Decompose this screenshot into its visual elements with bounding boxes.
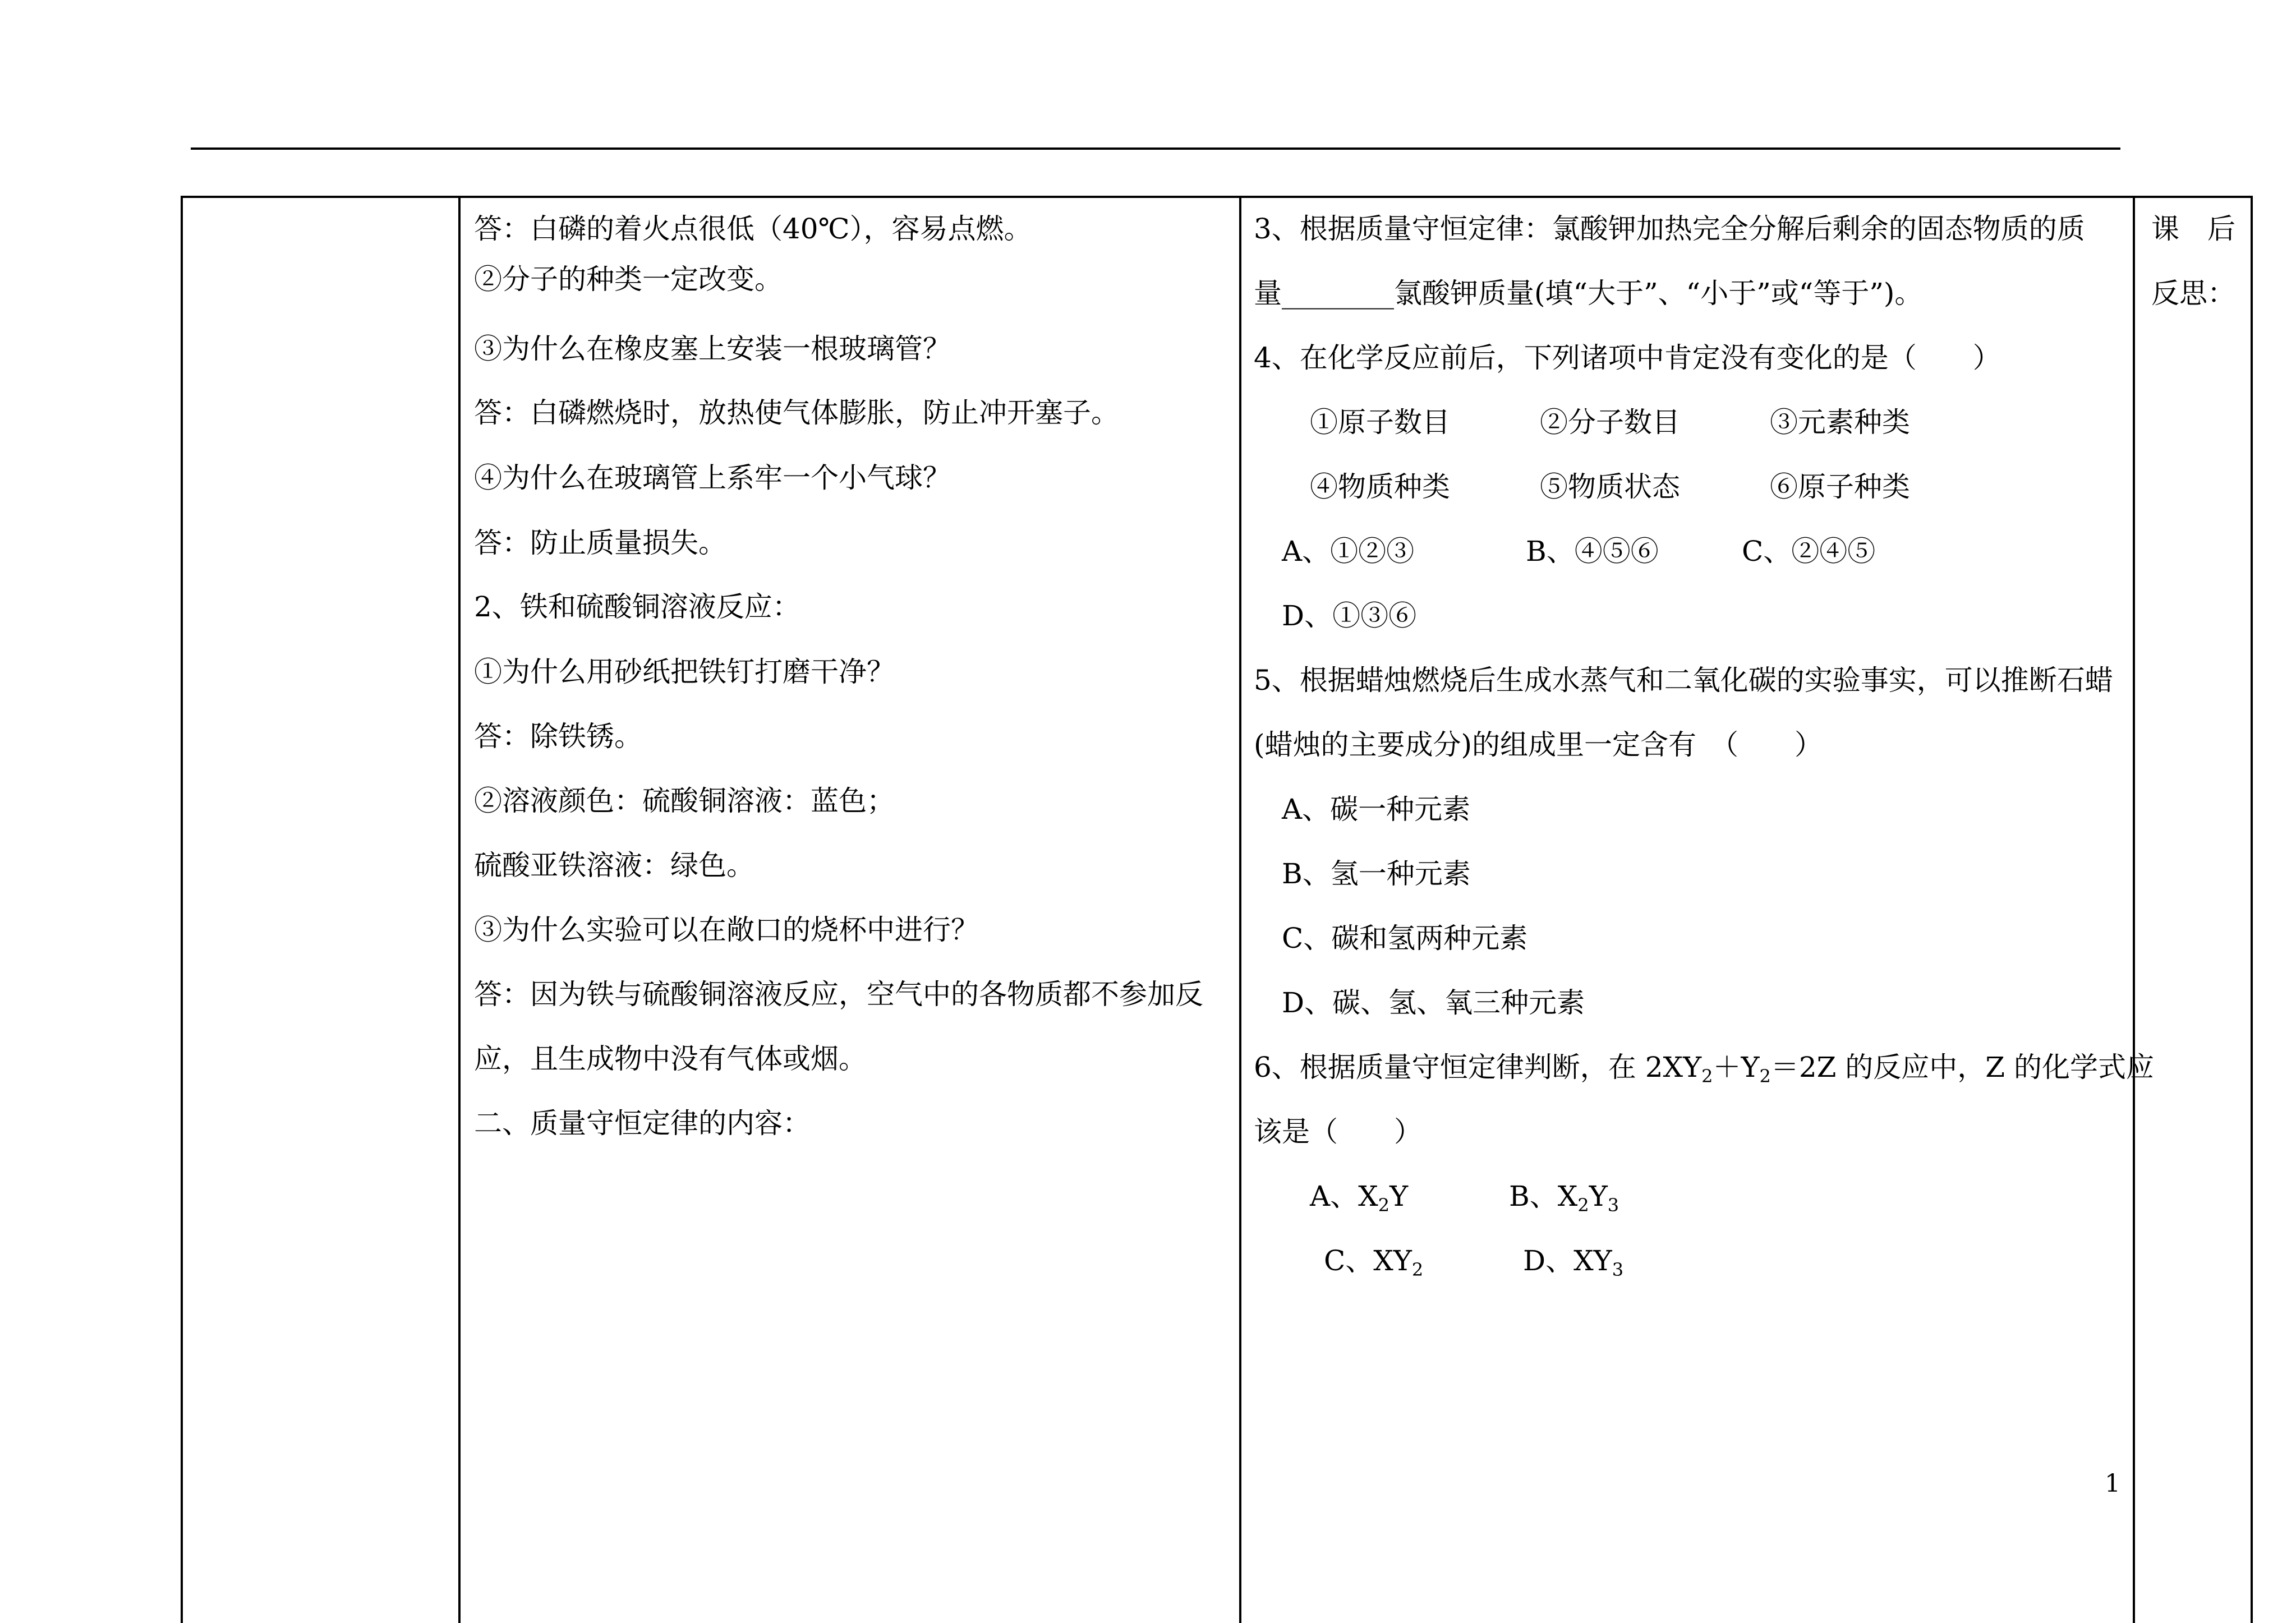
middle-line: ④为什么在玻璃管上系牢一个小气球？ [474, 462, 951, 494]
question-5-line-2: (蜡烛的主要成分)的组成里一定含有 （ ） [1254, 728, 1823, 761]
reflection-label-line-1: 课 后 [2151, 213, 2235, 245]
q6-choice-text: Y [1589, 1180, 1608, 1212]
table-top-border [181, 196, 2253, 198]
middle-line: 应，且生成物中没有气体或烟。 [474, 1043, 867, 1075]
q6-subscript: 2 [1577, 1195, 1589, 1216]
middle-line: 二、质量守恒定律的内容： [474, 1107, 811, 1140]
q5-choice: D、碳、氢、氧三种元素 [1282, 986, 1585, 1019]
q6-text: ＋Y [1713, 1051, 1760, 1083]
table-divider-1 [458, 196, 461, 1623]
q6-subscript: 2 [1378, 1195, 1390, 1216]
q4-item: ③元素种类 [1770, 406, 1910, 439]
middle-line: 答：除铁锈。 [474, 720, 642, 753]
middle-line: 答：防止质量损失。 [474, 527, 726, 559]
question-4: 4、在化学反应前后，下列诸项中肯定没有变化的是（ ） [1254, 342, 2001, 374]
q6-choice-text: Y [1389, 1180, 1409, 1212]
question-6-line-1 [1254, 1050, 2154, 1087]
q4-item: ②分子数目 [1540, 406, 1680, 439]
middle-line: ③为什么在橡皮塞上安装一根玻璃管？ [474, 333, 951, 365]
question-3-line-1: 3、根据质量守恒定律：氯酸钾加热完全分解后剩余的固态物质的质 [1254, 213, 2085, 245]
q4-item: ⑤物质状态 [1540, 471, 1680, 503]
middle-line: 2、铁和硫酸铜溶液反应： [474, 591, 800, 623]
q5-choice: B、氢一种元素 [1282, 857, 1471, 890]
q6-choice-text: C、XY [1324, 1244, 1412, 1277]
q6-subscript: 2 [1411, 1259, 1424, 1280]
q6-choice-text: A、X [1310, 1180, 1378, 1212]
header-rule [191, 147, 2120, 150]
q6-subscript: 3 [1612, 1259, 1624, 1280]
page-number: 1 [2105, 1469, 2120, 1498]
table-border-left [181, 196, 183, 1623]
middle-line: 答：白磷燃烧时，放热使气体膨胀，防止冲开塞子。 [474, 396, 1119, 429]
q4-choice: B、④⑤⑥ [1526, 535, 1659, 568]
q6-text: ＝2Z 的反应中，Z 的化学式应 [1770, 1051, 2154, 1083]
q4-item: ④物质种类 [1310, 471, 1450, 503]
middle-line: ①为什么用砂纸把铁钉打磨干净？ [474, 656, 895, 688]
reflection-label-line-2: 反思： [2151, 277, 2235, 310]
q6-choice-d [1523, 1244, 1623, 1278]
q5-choice: A、碳一种元素 [1282, 793, 1471, 826]
q6-choice-b [1509, 1179, 1619, 1216]
question-5-line-1: 5、根据蜡烛燃烧后生成水蒸气和二氧化碳的实验事实，可以推断石蜡 [1254, 664, 2113, 697]
q4-choice: A、①②③ [1282, 535, 1415, 568]
q5-choice: C、碳和氢两种元素 [1282, 922, 1528, 955]
table-border-right [2251, 196, 2253, 1623]
q6-subscript: 3 [1607, 1195, 1619, 1216]
q6-choice-text: B、X [1509, 1180, 1578, 1212]
q6-subscript: 2 [1759, 1066, 1771, 1087]
question-3-line-2: 量________氯酸钾质量(填“大于”、“小于”或“等于”)。 [1254, 277, 1923, 310]
q6-choice-text: D、XY [1523, 1244, 1612, 1277]
q4-choice: D、①③⑥ [1282, 600, 1417, 632]
middle-line: ②溶液颜色：硫酸铜溶液：蓝色； [474, 785, 895, 817]
q4-item: ⑥原子种类 [1770, 471, 1910, 503]
middle-line: ②分子的种类一定改变。 [474, 263, 783, 296]
q4-choice: C、②④⑤ [1742, 535, 1876, 568]
table-divider-3 [2133, 196, 2135, 1623]
middle-line: 硫酸亚铁溶液：绿色。 [474, 849, 754, 882]
q6-text: 6、根据质量守恒定律判断，在 2XY [1254, 1051, 1702, 1083]
question-6-line-2: 该是（ ） [1254, 1115, 1422, 1148]
table-divider-2 [1239, 196, 1241, 1623]
middle-line: 答：白磷的着火点很低（40℃），容易点燃。 [474, 213, 1032, 245]
q6-choice-a [1310, 1179, 1409, 1216]
middle-line: 答：因为铁与硫酸铜溶液反应，空气中的各物质都不参加反 [474, 978, 1203, 1011]
middle-line: ③为什么实验可以在敞口的烧杯中进行？ [474, 914, 979, 946]
q6-subscript: 2 [1701, 1066, 1713, 1087]
q6-choice-c [1324, 1244, 1423, 1278]
q4-item: ①原子数目 [1310, 406, 1450, 439]
